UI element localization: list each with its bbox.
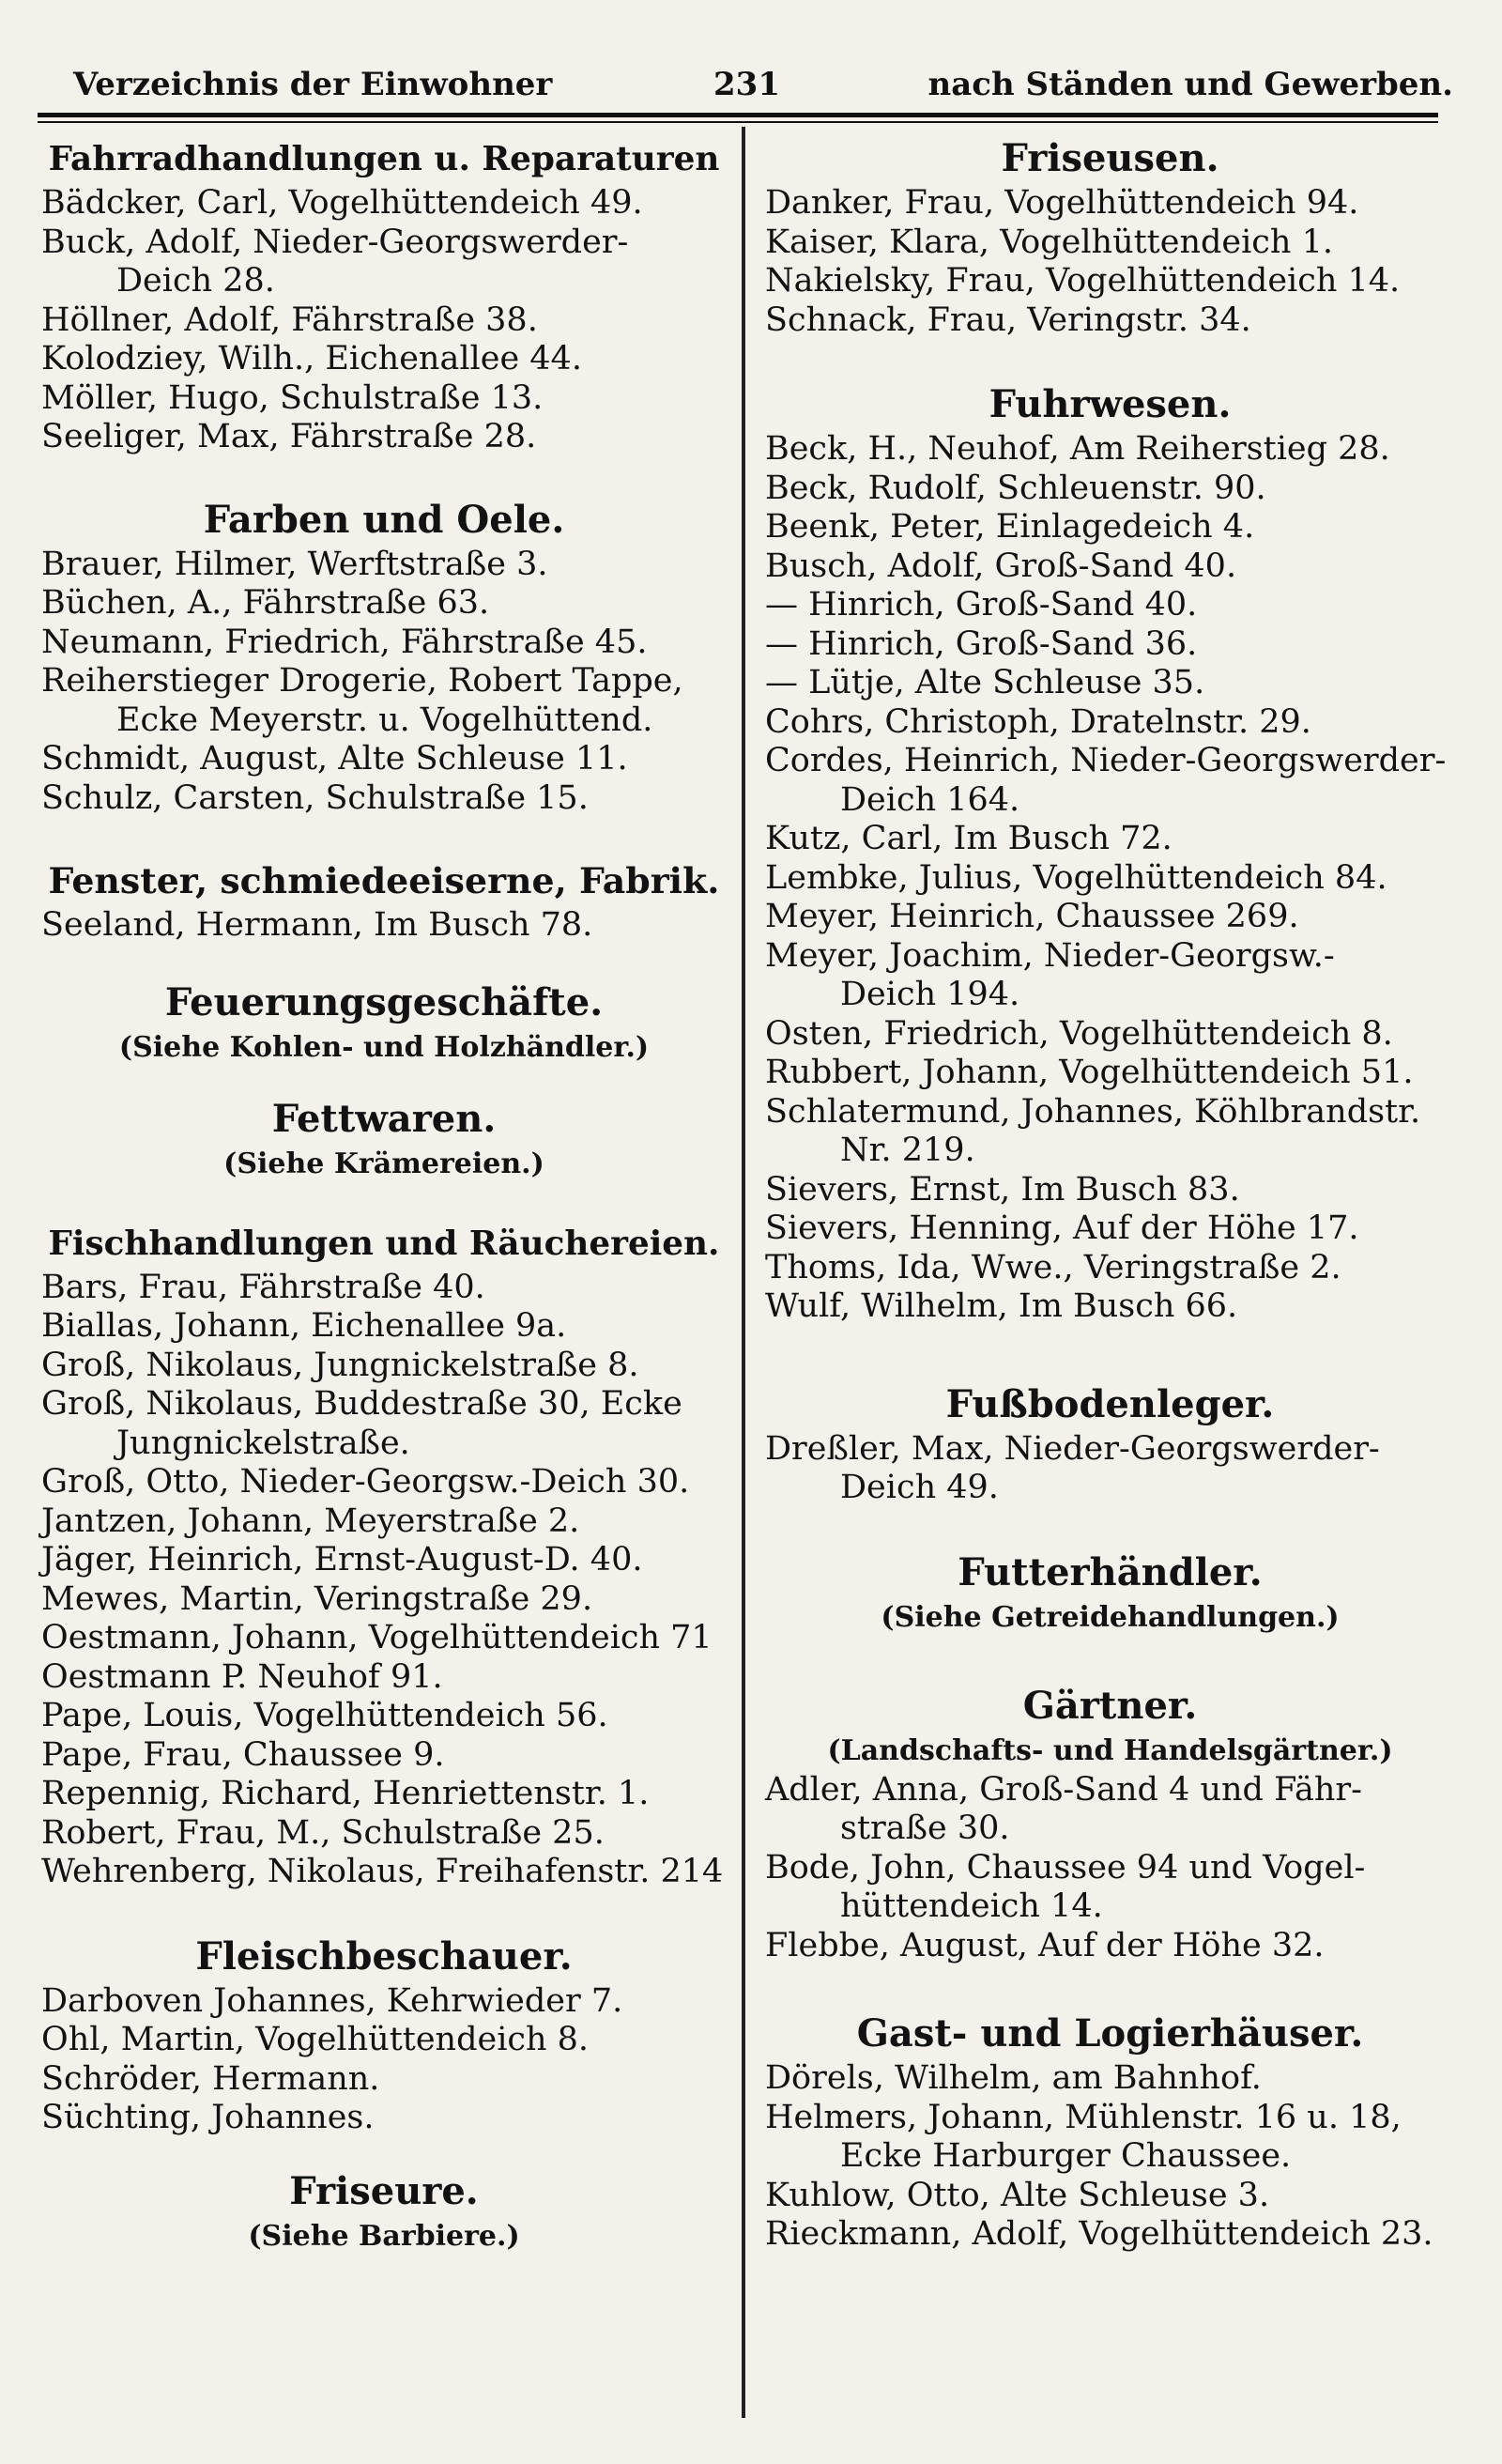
directory-entry	[41, 184, 727, 223]
entry-text: Buck, Adolf, Nieder-Georgswerder-	[41, 223, 629, 261]
section-title: Feuerungsgeschäfte.	[164, 979, 604, 1024]
directory-entry	[765, 470, 1455, 509]
entry-text: Jantzen, Johann, Meyerstraße 2.	[41, 1502, 580, 1540]
section-title: Fettwaren.	[271, 1096, 497, 1141]
directory-entry	[41, 2099, 727, 2138]
section-title: Fußbodenleger.	[945, 1381, 1275, 1426]
entry-continuation: Deich 194.	[840, 976, 1020, 1013]
entry-text: Jäger, Heinrich, Ernst-August-D. 40.	[41, 1541, 643, 1578]
entry-text: Beck, Rudolf, Schleuenstr. 90.	[765, 469, 1266, 507]
header-right-title: nach Ständen und Gewerben.	[927, 66, 1453, 103]
directory-entry	[765, 2099, 1455, 2177]
entry-text: Groß, Nikolaus, Buddestraße 30, Ecke	[41, 1385, 682, 1423]
entry-continuation: straße 30.	[840, 1810, 1010, 1847]
entry-text: Bädcker, Carl, Vogelhüttendeich 49.	[41, 184, 643, 222]
entry-text: Lembke, Julius, Vogelhüttendeich 84.	[765, 858, 1387, 897]
section-title: Farben und Oele.	[203, 497, 565, 542]
entry-text: Busch, Adolf, Groß-Sand 40.	[765, 547, 1237, 585]
directory-entry	[765, 820, 1455, 859]
section-gap	[765, 1327, 1455, 1374]
directory-entry	[41, 2021, 727, 2060]
section-title: Friseure.	[289, 2168, 479, 2213]
entry-text: Cohrs, Christoph, Dratelnstr. 29.	[765, 702, 1311, 741]
directory-entry	[41, 906, 727, 946]
section	[41, 497, 727, 819]
entry-text: Seeliger, Max, Fährstraße 28.	[41, 418, 537, 455]
entry-text: Seeland, Hermann, Im Busch 78.	[41, 906, 593, 944]
entry-text: Kuhlow, Otto, Alte Schleuse 3.	[765, 2176, 1270, 2214]
section-note: (Siehe Getreidehandlungen.)	[881, 1600, 1340, 1634]
directory-entry	[765, 859, 1455, 899]
directory-entry	[765, 1015, 1455, 1055]
directory-entry	[41, 1541, 727, 1580]
section-note: (Landschafts- und Handelsgärtner.)	[827, 1733, 1393, 1767]
entry-text: Danker, Frau, Vogelhüttendeich 94.	[765, 184, 1359, 222]
entry-continuation: Jungnickelstraße.	[116, 1424, 410, 1462]
directory-entry	[765, 898, 1455, 937]
entry-continuation: Ecke Meyerstr. u. Vogelhüttend.	[116, 701, 653, 739]
section-gap	[41, 1068, 727, 1088]
entry-text: Neumann, Friedrich, Fährstraße 45.	[41, 623, 648, 661]
directory-entry	[41, 1463, 727, 1502]
directory-entry	[41, 546, 727, 585]
entry-text: Flebbe, August, Auf der Höhe 32.	[765, 1926, 1325, 1964]
directory-entry	[765, 937, 1455, 1015]
directory-entry	[765, 508, 1455, 547]
entry-text: Kutz, Carl, Im Busch 72.	[765, 820, 1172, 857]
entry-continuation: Deich 49.	[840, 1469, 999, 1506]
directory-entry	[765, 1093, 1455, 1171]
section	[765, 135, 1455, 340]
section-gap	[765, 340, 1455, 374]
directory-entry	[41, 662, 727, 740]
section	[765, 1683, 1455, 1966]
directory-entry	[41, 340, 727, 379]
directory-entry	[41, 1385, 727, 1463]
directory-entry	[41, 1814, 727, 1854]
directory-entry	[765, 262, 1455, 301]
section	[41, 1933, 727, 2138]
directory-entry	[41, 379, 727, 419]
directory-entry	[41, 624, 727, 663]
entry-text: Beenk, Peter, Einlagedeich 4.	[765, 508, 1255, 546]
section-gap	[41, 457, 727, 489]
section-title: Gärtner.	[1022, 1683, 1198, 1728]
entry-text: Reiherstieger Drogerie, Robert Tappe,	[41, 662, 683, 700]
section-gap	[41, 818, 727, 850]
section-gap	[765, 1638, 1455, 1675]
entry-text: Thoms, Ida, Wwe., Veringstraße 2.	[765, 1248, 1341, 1286]
directory-entry	[765, 625, 1455, 665]
column-divider	[742, 127, 745, 2418]
left-column	[41, 131, 727, 2256]
entry-text: Oestmann P. Neuhof 91.	[41, 1657, 443, 1696]
directory-entry	[765, 184, 1455, 223]
entry-text: — Lütje, Alte Schleuse 35.	[765, 664, 1205, 701]
entry-text: Osten, Friedrich, Vogelhüttendeich 8.	[765, 1014, 1393, 1053]
header-left-title: Verzeichnis der Einwohner	[73, 66, 553, 103]
directory-entry	[41, 1619, 727, 1658]
directory-entry	[765, 1249, 1455, 1288]
entry-text: Meyer, Joachim, Nieder-Georgsw.-	[765, 936, 1335, 975]
directory-entry	[41, 1775, 727, 1814]
entry-text: Bars, Frau, Fährstraße 40.	[41, 1268, 485, 1306]
directory-entry	[765, 430, 1455, 470]
section	[41, 1220, 727, 1892]
directory-entry	[765, 1287, 1455, 1327]
entry-text: Schnack, Frau, Veringstr. 34.	[765, 300, 1251, 339]
directory-entry	[41, 418, 727, 457]
directory-entry	[765, 742, 1455, 820]
entry-text: — Hinrich, Groß-Sand 40.	[765, 586, 1198, 624]
entry-text: Adler, Anna, Groß-Sand 4 und Fähr-	[765, 1770, 1362, 1809]
directory-entry	[765, 1430, 1455, 1508]
section-gap	[41, 1184, 727, 1212]
directory-entry	[41, 740, 727, 779]
header-rule-thin	[38, 121, 1438, 123]
directory-entry	[41, 1502, 727, 1542]
directory-entry	[41, 779, 727, 819]
entry-text: Beck, H., Neuhof, Am Reiherstieg 28.	[765, 430, 1390, 468]
entry-text: Büchen, A., Fährstraße 63.	[41, 584, 490, 622]
entry-text: Schulz, Carsten, Schulstraße 15.	[41, 778, 589, 817]
entry-text: Brauer, Hilmer, Werftstraße 3.	[41, 545, 548, 583]
directory-entry	[765, 2059, 1455, 2099]
directory-entry	[41, 1853, 727, 1892]
entry-text: Biallas, Johann, Eichenallee 9a.	[41, 1307, 567, 1345]
section	[765, 1381, 1455, 1508]
directory-entry	[41, 1982, 727, 2022]
entry-continuation: Deich 28.	[116, 262, 275, 300]
entry-text: Robert, Frau, M., Schulstraße 25.	[41, 1813, 605, 1852]
directory-entry	[41, 1307, 727, 1347]
entry-text: Kaiser, Klara, Vogelhüttendeich 1.	[765, 223, 1333, 261]
entry-text: Helmers, Johann, Mühlenstr. 16 u. 18,	[765, 2098, 1402, 2136]
entry-text: — Hinrich, Groß-Sand 36.	[765, 624, 1198, 663]
entry-text: Bode, John, Chaussee 94 und Vogel-	[765, 1848, 1366, 1886]
entry-text: Groß, Otto, Nieder-Georgsw.-Deich 30.	[41, 1463, 690, 1501]
entry-text: Süchting, Johannes.	[41, 2099, 375, 2136]
directory-entry	[765, 703, 1455, 743]
directory-entry	[41, 1580, 727, 1620]
section	[41, 979, 727, 1068]
entry-continuation: hüttendeich 14.	[840, 1887, 1103, 1925]
section-note: (Siehe Kohlen- und Holzhändler.)	[118, 1030, 650, 1064]
entry-text: Schlatermund, Johannes, Köhlbrandstr.	[765, 1092, 1421, 1131]
section-title: Fahrradhandlungen u. Reparaturen	[48, 139, 720, 178]
right-column	[765, 131, 1455, 2255]
directory-entry	[41, 1658, 727, 1698]
section-title: Fleischbeschauer.	[195, 1933, 573, 1979]
entry-text: Höllner, Adolf, Fährstraße 38.	[41, 300, 538, 339]
section-title: Futterhändler.	[958, 1549, 1263, 1594]
entry-text: Sievers, Henning, Auf der Höhe 17.	[765, 1209, 1359, 1247]
directory-entry	[41, 1697, 727, 1736]
entry-text: Cordes, Heinrich, Nieder-Georgswerder-	[765, 742, 1447, 779]
section-gap	[765, 1965, 1455, 2003]
entry-text: Dörels, Wilhelm, am Bahnhof.	[765, 2059, 1262, 2097]
entry-text: Ohl, Martin, Vogelhüttendeich 8.	[41, 2021, 590, 2058]
entry-text: Schröder, Hermann.	[41, 2059, 380, 2098]
directory-entry	[765, 586, 1455, 625]
section-note: (Siehe Barbiere.)	[248, 2219, 520, 2253]
section	[41, 857, 727, 946]
entry-text: Pape, Louis, Vogelhüttendeich 56.	[41, 1697, 608, 1734]
directory-entry	[41, 1269, 727, 1308]
directory-entry	[765, 301, 1455, 341]
section-title: Fenster, schmiedeeiserne, Fabrik.	[48, 859, 720, 901]
directory-entry	[765, 547, 1455, 587]
section-title: Gast- und Logierhäuser.	[856, 2011, 1364, 2056]
entry-text: Mewes, Martin, Veringstraße 29.	[41, 1579, 593, 1618]
section-note: (Siehe Krämereien.)	[223, 1147, 544, 1180]
entry-text: Pape, Frau, Chaussee 9.	[41, 1735, 445, 1774]
directory-entry	[41, 301, 727, 341]
directory-entry	[41, 2060, 727, 2100]
entry-text: Repennig, Richard, Henriettenstr. 1.	[41, 1775, 650, 1812]
directory-entry	[41, 1347, 727, 1386]
header-rule-thick	[38, 113, 1438, 117]
section	[41, 2168, 727, 2256]
directory-entry	[765, 1054, 1455, 1093]
entry-continuation: Ecke Harburger Chaussee.	[840, 2137, 1292, 2175]
directory-entry	[41, 223, 727, 301]
entry-text: Rubbert, Johann, Vogelhüttendeich 51.	[765, 1054, 1414, 1091]
section-gap	[41, 2138, 727, 2161]
entry-text: Kolodziey, Wilh., Eichenallee 44.	[41, 340, 582, 377]
section	[41, 1096, 727, 1184]
directory-entry	[765, 664, 1455, 703]
section	[765, 1549, 1455, 1638]
directory-entry	[41, 584, 727, 624]
section-gap	[41, 946, 727, 972]
section-title: Fuhrwesen.	[989, 382, 1232, 426]
entry-text: Nakielsky, Frau, Vogelhüttendeich 14.	[765, 262, 1401, 300]
section	[41, 135, 727, 457]
section-title: Friseusen.	[1001, 136, 1219, 180]
entry-text: Schmidt, August, Alte Schleuse 11.	[41, 740, 628, 778]
directory-entry	[765, 1849, 1455, 1927]
directory-entry	[765, 2215, 1455, 2255]
entry-text: Wehrenberg, Nikolaus, Freihafenstr. 214	[41, 1853, 724, 1890]
entry-text: Groß, Nikolaus, Jungnickelstraße 8.	[41, 1346, 639, 1384]
directory-entry	[765, 1771, 1455, 1849]
entry-text: Dreßler, Max, Nieder-Georgswerder-	[765, 1429, 1380, 1468]
entry-text: Oestmann, Johann, Vogelhüttendeich 71	[41, 1619, 713, 1656]
directory-entry	[765, 1209, 1455, 1249]
entry-text: Möller, Hugo, Schulstraße 13.	[41, 378, 544, 417]
directory-entry	[765, 223, 1455, 263]
entry-text: Sievers, Ernst, Im Busch 83.	[765, 1170, 1240, 1209]
directory-entry	[765, 1171, 1455, 1210]
directory-entry	[765, 1927, 1455, 1966]
section	[765, 2010, 1455, 2255]
directory-entry	[765, 2177, 1455, 2216]
entry-continuation: Deich 164.	[840, 780, 1020, 819]
running-header	[45, 66, 1453, 113]
section-gap	[765, 1508, 1455, 1542]
entry-text: Wulf, Wilhelm, Im Busch 66.	[765, 1287, 1238, 1325]
entry-continuation: Nr. 219.	[840, 1132, 975, 1169]
section-title: Fischhandlungen und Räuchereien.	[48, 1223, 720, 1263]
page-number: 231	[713, 66, 780, 103]
entry-text: Rieckmann, Adolf, Vogelhüttendeich 23.	[765, 2215, 1433, 2253]
section	[765, 381, 1455, 1327]
entry-text: Meyer, Heinrich, Chaussee 269.	[765, 898, 1299, 935]
entry-text: Darboven Johannes, Kehrwieder 7.	[41, 1981, 623, 2020]
section-gap	[41, 1892, 727, 1926]
directory-entry	[41, 1736, 727, 1776]
